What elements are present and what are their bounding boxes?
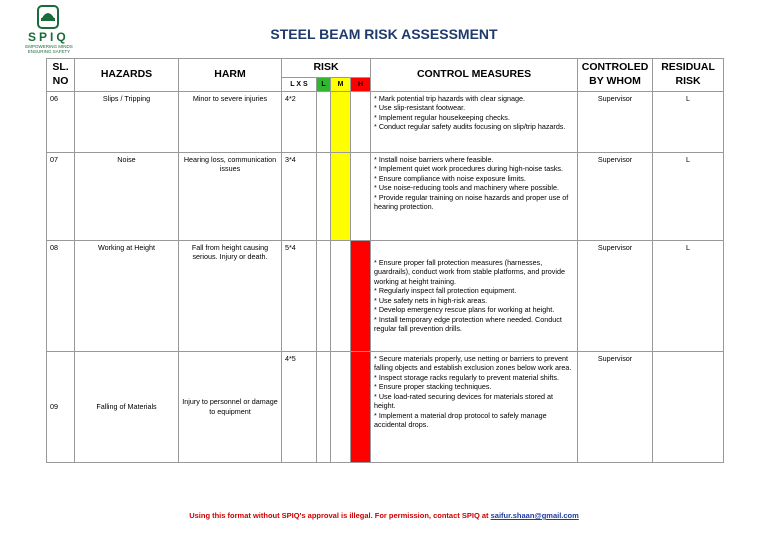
- logo-tagline: EMPOWERING MINDS ENSURING SAFETY: [25, 44, 73, 54]
- row-hazard: Falling of Materials: [75, 351, 179, 462]
- risk-low-cell: [317, 91, 331, 152]
- control-item: * Provide regular training on noise hazards and proper use of hearing protection.: [374, 192, 569, 212]
- risk-medium-cell: [331, 351, 351, 462]
- header-harm: HARM: [179, 59, 282, 92]
- header-medium: M: [331, 77, 351, 91]
- header-residual-risk: RESIDUAL RISK: [653, 59, 724, 92]
- header-lxs: L X S: [282, 77, 317, 91]
- page-title: STEEL BEAM RISK ASSESSMENT: [270, 26, 498, 42]
- row-sl: 09: [47, 351, 75, 462]
- table-row: [47, 152, 724, 240]
- control-item: * Use safety nets in high-risk areas.: [374, 295, 488, 305]
- row-lxs: 4*2: [282, 91, 317, 152]
- control-item: * Implement quiet work procedures during high-noise tasks.: [374, 164, 563, 174]
- control-item: * Install temporary edge protection where needed. Conduct regular fall prevention drills.: [374, 314, 562, 334]
- control-item: * Use load-rated securing devices for materials stored at height.: [374, 391, 554, 411]
- risk-table: [46, 58, 724, 463]
- row-residual: L: [653, 152, 724, 240]
- row-sl: 08: [47, 240, 75, 351]
- header-control-measures: CONTROL MEASURES: [371, 59, 578, 92]
- control-item: * Install noise barriers where feasible.: [374, 154, 494, 164]
- header-low: L: [317, 77, 331, 91]
- contact-email-link[interactable]: saifur.shaan@gmail.com: [490, 511, 579, 520]
- row-controls: [371, 351, 578, 462]
- control-item: * Use slip-resistant footwear.: [374, 103, 466, 113]
- table-row: [47, 351, 724, 462]
- risk-low-cell: [317, 152, 331, 240]
- control-item: * Ensure proper stacking techniques.: [374, 382, 492, 392]
- row-hazard: Slips / Tripping: [75, 91, 179, 152]
- table-row: [47, 91, 724, 152]
- risk-high-cell: [351, 351, 371, 462]
- control-item: * Conduct regular safety audits focusing on slip/trip hazards.: [374, 122, 566, 132]
- header-sl: SL. NO: [47, 59, 75, 92]
- row-harm: Minor to severe injuries: [179, 91, 282, 152]
- control-item: * Secure materials properly, use netting or barriers to prevent falling objects and establish exclusion zones below work area.: [374, 353, 572, 373]
- row-residual: L: [653, 91, 724, 152]
- row-harm: Injury to personnel or damage to equipment: [179, 351, 282, 462]
- risk-high-cell: [351, 152, 371, 240]
- risk-high-cell: [351, 91, 371, 152]
- risk-low-cell: [317, 240, 331, 351]
- row-sl: 07: [47, 152, 75, 240]
- row-residual: [653, 351, 724, 462]
- row-residual: L: [653, 240, 724, 351]
- risk-low-cell: [317, 351, 331, 462]
- control-item: * Ensure proper fall protection measures (harnesses, guardrails), conduct work from stable platforms, and provide working at height training.: [374, 257, 565, 286]
- row-lxs: 3*4: [282, 152, 317, 240]
- header-hazards: HAZARDS: [75, 59, 179, 92]
- header-risk: RISK: [282, 59, 371, 78]
- header-high: H: [351, 77, 371, 91]
- row-lxs: 4*5: [282, 351, 317, 462]
- row-controlled-by: Supervisor: [578, 91, 653, 152]
- logo-text: SPIQ: [28, 30, 69, 44]
- control-item: * Regularly inspect fall protection equipment.: [374, 286, 517, 296]
- row-controls: [371, 152, 578, 240]
- row-controls: [371, 240, 578, 351]
- row-hazard: Noise: [75, 152, 179, 240]
- row-harm: Hearing loss, communication issues: [179, 152, 282, 240]
- row-lxs: 5*4: [282, 240, 317, 351]
- row-controlled-by: Supervisor: [578, 351, 653, 462]
- footer-notice: [0, 511, 768, 520]
- control-item: * Use noise-reducing tools and machinery where possible.: [374, 183, 560, 193]
- table-row: [47, 240, 724, 351]
- risk-high-cell: [351, 240, 371, 351]
- control-item: * Mark potential trip hazards with clear signage.: [374, 93, 526, 103]
- header-controlled-by: CONTROLED BY WHOM: [578, 59, 653, 92]
- row-controlled-by: Supervisor: [578, 240, 653, 351]
- row-hazard: Working at Height: [75, 240, 179, 351]
- control-item: * Implement regular housekeeping checks.: [374, 112, 510, 122]
- control-item: * Implement a material drop protocol to safely manage accidental drops.: [374, 410, 547, 430]
- risk-medium-cell: [331, 152, 351, 240]
- row-controls: [371, 91, 578, 152]
- row-sl: 06: [47, 91, 75, 152]
- control-item: * Ensure compliance with noise exposure limits.: [374, 173, 526, 183]
- risk-medium-cell: [331, 240, 351, 351]
- control-item: * Develop emergency rescue plans for working at height.: [374, 305, 555, 315]
- risk-medium-cell: [331, 91, 351, 152]
- footer-text: Using this format without SPIQ's approval is illegal. For permission, contact SPIQ at: [189, 511, 489, 520]
- row-harm: Fall from height causing serious. Injury or death.: [179, 240, 282, 351]
- row-controlled-by: Supervisor: [578, 152, 653, 240]
- control-item: * Inspect storage racks regularly to prevent material shifts.: [374, 372, 559, 382]
